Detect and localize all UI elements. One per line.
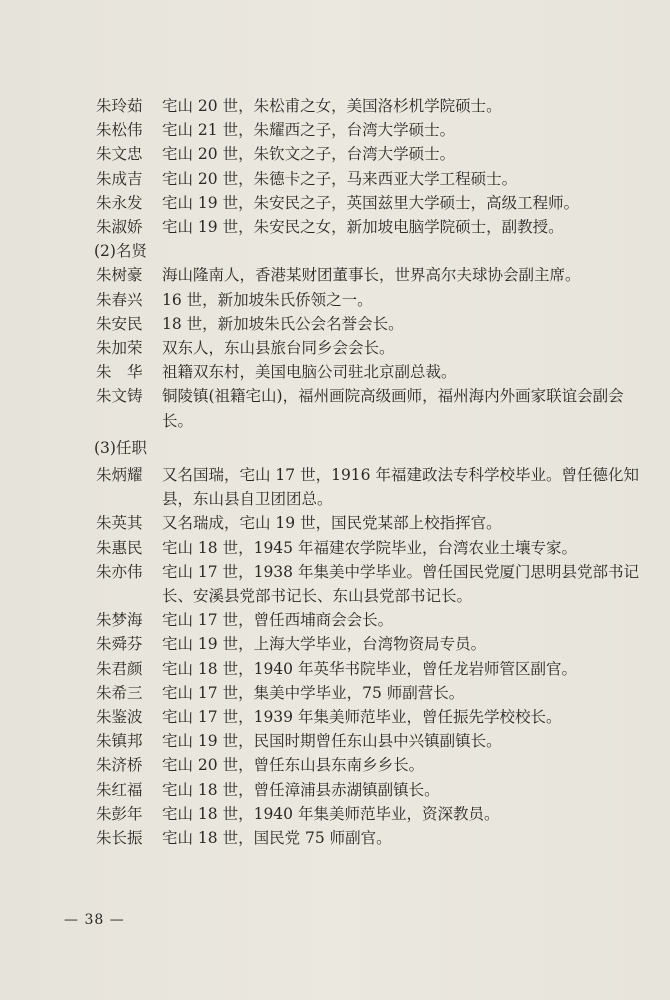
person-desc: 宅山 19 世，上海大学毕业，台湾物资局专员。 <box>162 635 487 654</box>
person-desc: 宅山 19 世，朱安民之女，新加坡电脑学院硕士，副教授。 <box>162 218 564 237</box>
list-item <box>96 802 641 826</box>
list-item <box>96 681 641 705</box>
person-name: 朱安民 <box>96 314 143 333</box>
person-name: 朱树豪 <box>96 266 143 285</box>
person-desc: 宅山 18 世，1940 年英华书院毕业，曾任龙岩师管区副官。 <box>162 659 577 678</box>
person-desc: 宅山 18 世，曾任漳浦县赤湖镇副镇长。 <box>162 780 440 799</box>
list-item <box>96 657 641 681</box>
page-content <box>96 94 641 850</box>
section-heading-renzhi: (3)任职 <box>94 438 147 457</box>
group-2-list <box>96 263 641 432</box>
person-name: 朱英其 <box>96 514 143 533</box>
list-item <box>96 142 641 166</box>
person-desc: 宅山 21 世，朱耀西之子，台湾大学硕士。 <box>162 121 456 140</box>
list-item <box>96 536 641 560</box>
person-name: 朱君颜 <box>96 659 143 678</box>
person-name: 朱长振 <box>96 829 143 848</box>
person-name: 朱炳耀 <box>96 466 143 485</box>
group-1-list <box>96 94 641 239</box>
list-item <box>96 560 641 608</box>
person-desc: 又名国瑞，宅山 17 世，1916 年福建政法专科学校毕业。曾任德化知县，东山县自卫团团总。 <box>162 466 639 509</box>
list-item <box>96 826 641 850</box>
person-desc: 宅山 18 世，1940 年集美师范毕业，资深教员。 <box>162 804 500 823</box>
person-desc: 18 世，新加坡朱氏公会名誉会长。 <box>162 314 404 333</box>
person-desc: 宅山 17 世，1939 年集美师范毕业，曾任振先学校校长。 <box>162 708 562 727</box>
person-name: 朱松伟 <box>96 121 143 140</box>
person-name: 朱加荣 <box>96 339 143 358</box>
list-item <box>96 705 641 729</box>
person-name: 朱春兴 <box>96 290 143 309</box>
person-desc: 宅山 19 世，民国时期曾任东山县中兴镇副镇长。 <box>162 732 502 751</box>
person-desc: 海山隆南人，香港某财团董事长，世界高尔夫球协会副主席。 <box>162 266 581 285</box>
list-item <box>96 167 641 191</box>
person-name: 朱希三 <box>96 683 143 702</box>
group-3-list <box>96 463 641 850</box>
person-desc: 宅山 20 世，朱松甫之女，美国洛杉机学院硕士。 <box>162 97 502 115</box>
person-name: 朱彭年 <box>96 804 143 823</box>
list-item <box>96 336 641 360</box>
person-name: 朱梦海 <box>96 611 143 630</box>
person-name: 朱亦伟 <box>96 562 143 581</box>
person-desc: 宅山 18 世，1945 年福建农学院毕业，台湾农业土壤专家。 <box>162 538 577 557</box>
person-name: 朱舜芬 <box>96 635 143 654</box>
list-item <box>96 729 641 753</box>
person-desc: 宅山 17 世，曾任西埔商会会长。 <box>162 611 394 630</box>
list-item <box>96 632 641 656</box>
list-item <box>96 511 641 535</box>
person-name: 朱红福 <box>96 780 143 799</box>
person-name: 朱文忠 <box>96 145 143 164</box>
person-name: 朱惠民 <box>96 538 143 557</box>
person-name: 朱成吉 <box>96 169 143 188</box>
person-desc: 宅山 19 世，朱安民之子，英国兹里大学硕士，高级工程师。 <box>162 193 580 212</box>
list-item <box>96 191 641 215</box>
person-desc: 祖籍双东村，美国电脑公司驻北京副总裁。 <box>162 363 457 382</box>
person-name: 朱济桥 <box>96 756 143 775</box>
list-item <box>96 94 641 118</box>
list-item <box>96 288 641 312</box>
person-name: 朱鉴波 <box>96 708 143 727</box>
person-desc: 宅山 17 世，1938 年集美中学毕业。曾任国民党厦门思明县党部书记长、安溪县党部书记长、东山县党部书记长。 <box>162 562 639 606</box>
person-name: 朱玲茹 <box>96 97 143 115</box>
list-item <box>96 753 641 777</box>
person-desc: 又名瑞成，宅山 19 世，国民党某部上校指挥官。 <box>162 514 502 533</box>
person-desc: 宅山 20 世，朱德卡之子，马来西亚大学工程硕士。 <box>162 169 518 188</box>
list-item <box>96 263 641 287</box>
person-desc: 宅山 20 世，曾任东山县东南乡乡长。 <box>162 756 425 775</box>
person-desc: 16 世，新加坡朱氏侨领之一。 <box>162 290 373 309</box>
list-item <box>96 360 641 384</box>
list-item <box>96 463 641 511</box>
person-name: 朱文铸 <box>96 387 143 406</box>
person-desc: 双东人，东山县旅台同乡会会长。 <box>162 339 395 358</box>
person-desc: 宅山 20 世，朱钦文之子，台湾大学硕士。 <box>162 145 456 164</box>
section-heading-mingxian: (2)名贤 <box>94 242 147 261</box>
page-number: — 38 — <box>64 912 125 928</box>
person-name: 朱永发 <box>96 193 143 212</box>
list-item <box>96 312 641 336</box>
person-name: 朱 华 <box>96 363 143 382</box>
list-item <box>96 608 641 632</box>
person-desc: 宅山 18 世，国民党 75 师副官。 <box>162 829 392 848</box>
person-name: 朱镇邦 <box>96 732 143 751</box>
list-item <box>96 778 641 802</box>
list-item <box>96 384 641 432</box>
person-desc: 铜陵镇(祖籍宅山)，福州画院高级画师，福州海内外画家联谊会副会长。 <box>162 387 624 430</box>
list-item <box>96 118 641 142</box>
list-item <box>96 215 641 239</box>
person-desc: 宅山 17 世，集美中学毕业，75 师副营长。 <box>162 683 465 702</box>
person-name: 朱淑娇 <box>96 218 143 237</box>
